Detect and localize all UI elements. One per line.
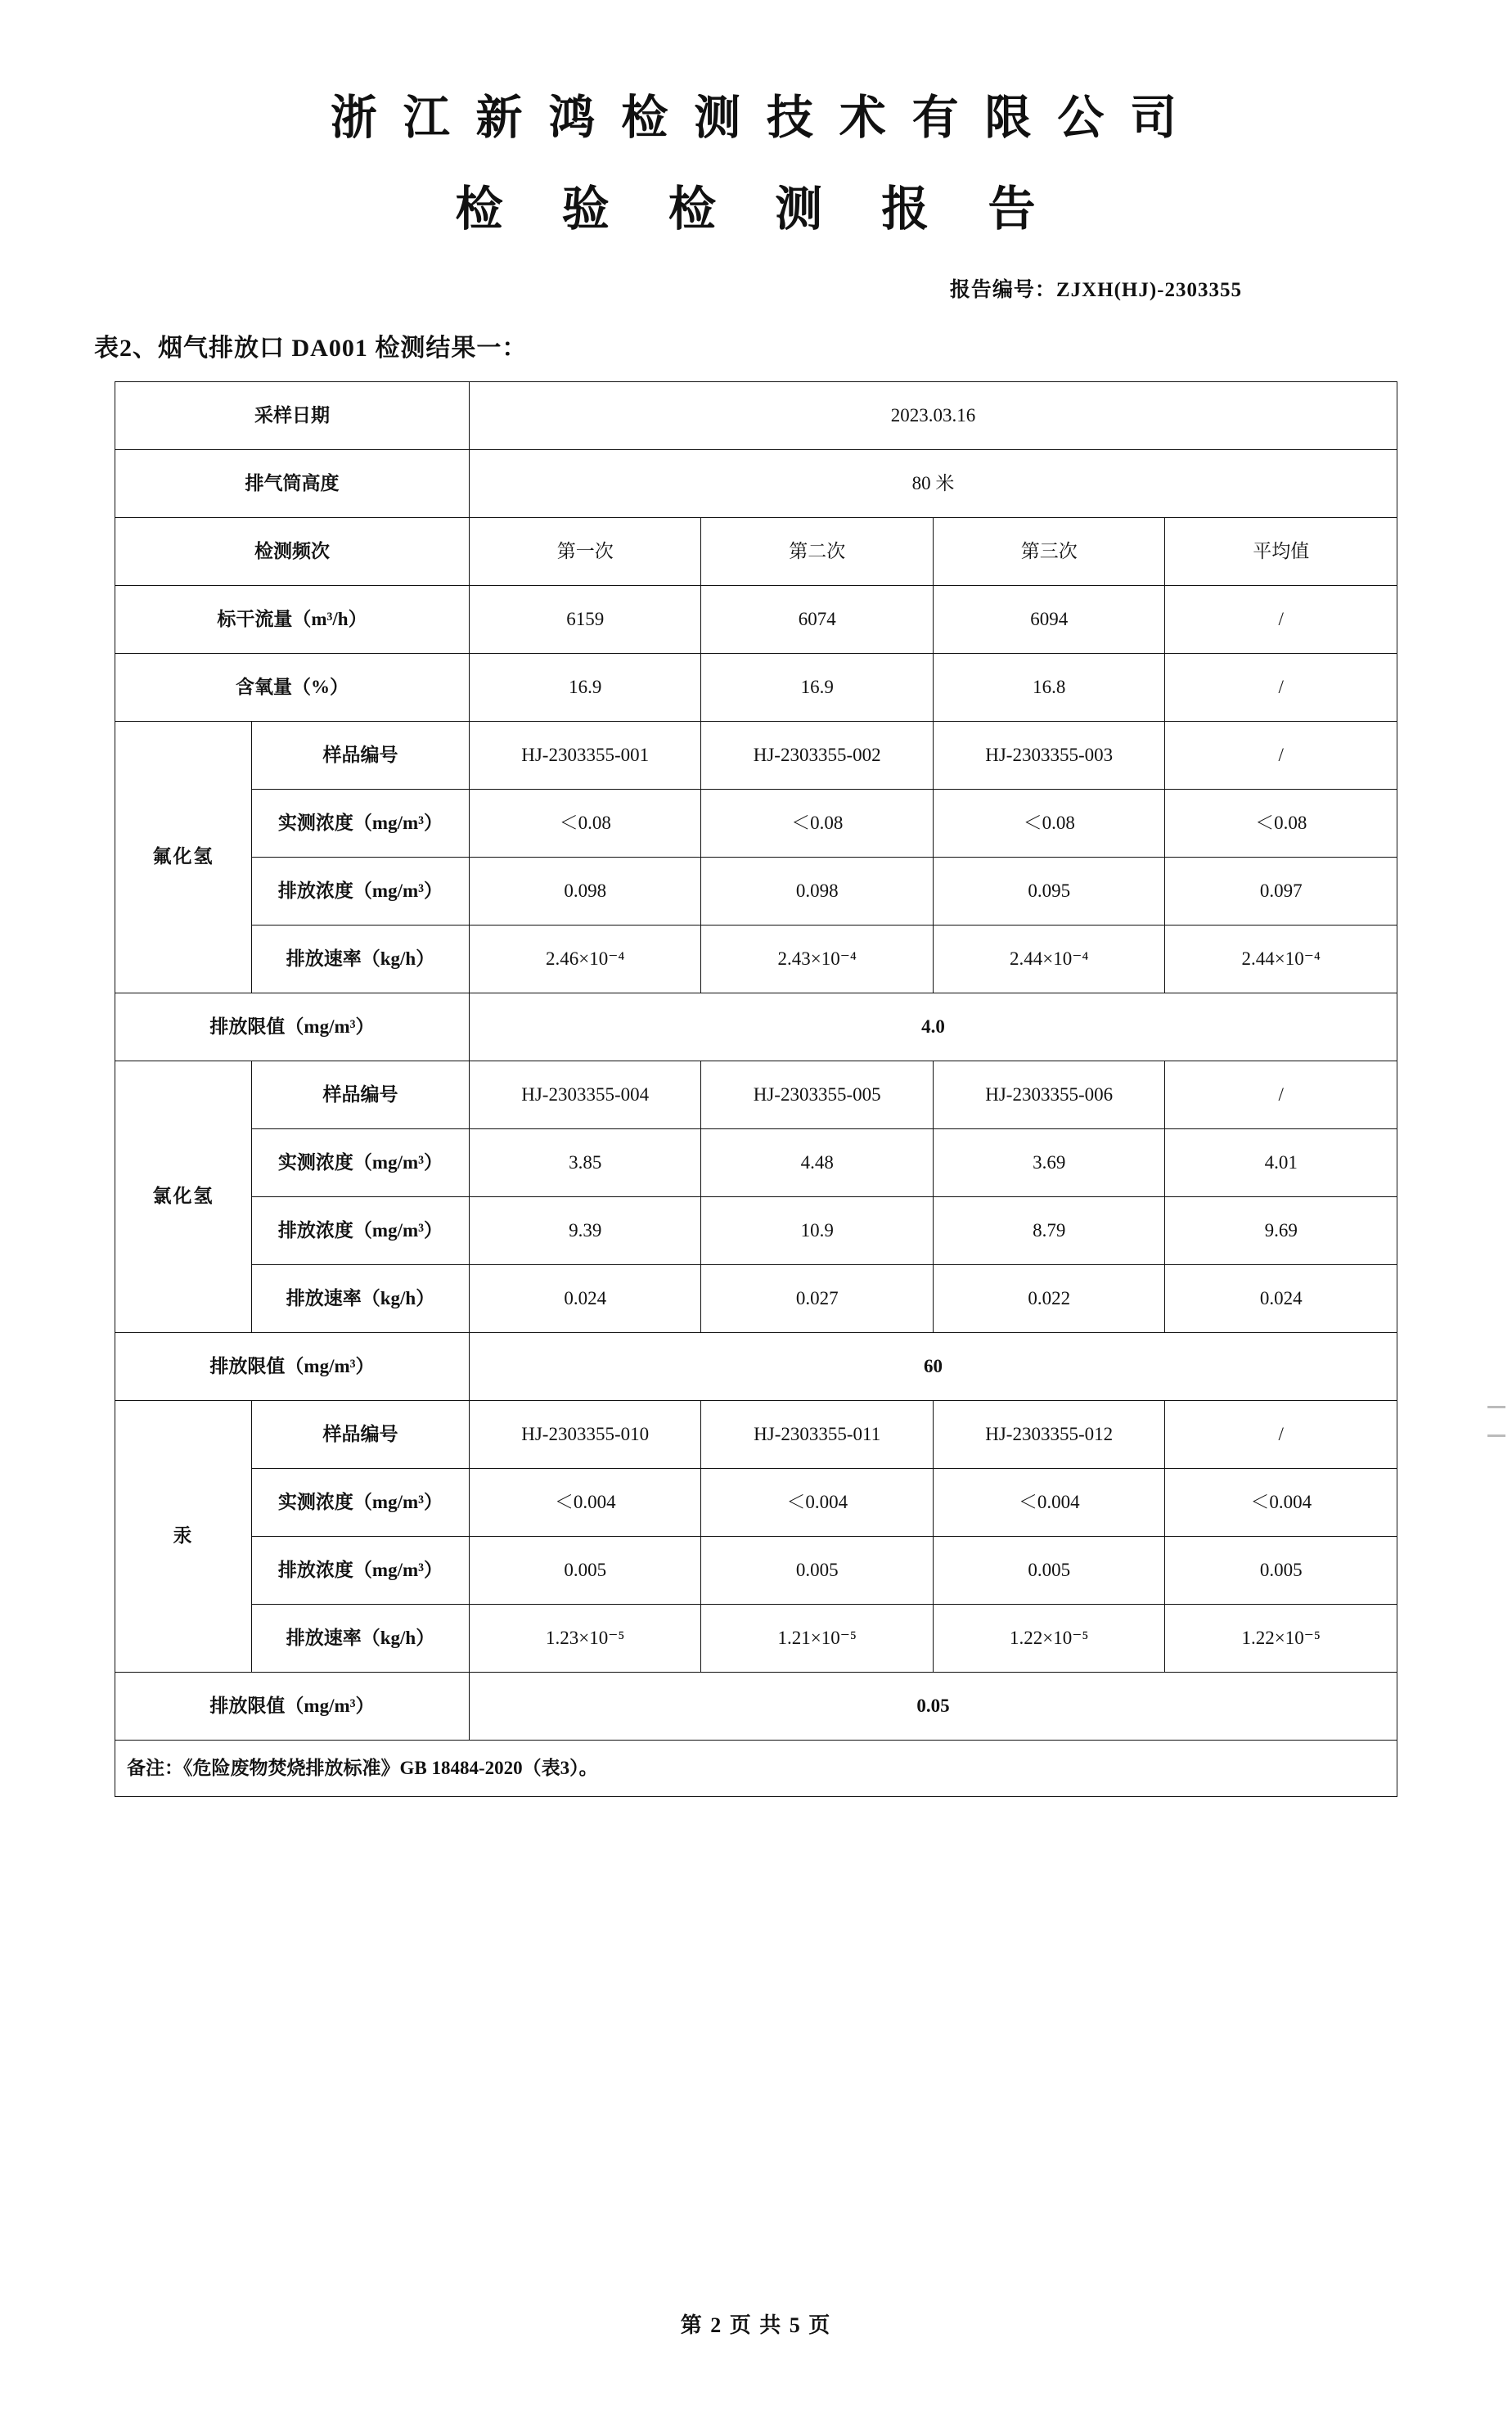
table-row	[115, 1265, 1397, 1333]
table-row	[115, 1401, 1397, 1469]
table-row	[115, 926, 1397, 993]
table-row	[115, 858, 1397, 926]
group-1-item-3-value-3: 0.022	[933, 1265, 1165, 1333]
group-0-item-1-value-2: ＜0.08	[701, 790, 934, 858]
group-1-item-0-value-2: HJ-2303355-005	[701, 1061, 934, 1129]
group-2-item-0-label: 样品编号	[252, 1401, 470, 1469]
group-2-limit-label: 排放限值（mg/m³）	[115, 1673, 470, 1741]
group-1-item-1-value-avg: 4.01	[1165, 1129, 1397, 1197]
table-row	[115, 1537, 1397, 1605]
group-2-item-1-label: 实测浓度（mg/m³）	[252, 1469, 470, 1537]
group-1-item-1-label: 实测浓度（mg/m³）	[252, 1129, 470, 1197]
results-table	[115, 381, 1397, 1797]
table-row	[115, 1605, 1397, 1673]
table-row	[115, 518, 1397, 586]
frequency-value-1: 第一次	[469, 518, 701, 586]
group-2-item-1-value-1: ＜0.004	[469, 1469, 701, 1537]
group-0-limit-value: 4.0	[469, 993, 1397, 1061]
table-row	[115, 1673, 1397, 1741]
group-0-item-3-value-avg: 2.44×10⁻⁴	[1165, 926, 1397, 993]
document-page	[0, 80, 1512, 2414]
group-1-item-1-value-1: 3.85	[469, 1129, 701, 1197]
sample-date-label: 采样日期	[115, 382, 470, 450]
group-1-item-0-label: 样品编号	[252, 1061, 470, 1129]
table-row	[115, 993, 1397, 1061]
group-0-item-3-value-2: 2.43×10⁻⁴	[701, 926, 934, 993]
frequency-value-2: 第二次	[701, 518, 934, 586]
group-1-item-3-value-1: 0.024	[469, 1265, 701, 1333]
group-1-item-3-label: 排放速率（kg/h）	[252, 1265, 470, 1333]
group-0-item-2-label: 排放浓度（mg/m³）	[252, 858, 470, 926]
group-1-item-2-value-1: 9.39	[469, 1197, 701, 1265]
group-1-item-0-value-1: HJ-2303355-004	[469, 1061, 701, 1129]
stack-height-value: 80 米	[469, 450, 1397, 518]
table-row	[115, 654, 1397, 722]
group-1-limit-value: 60	[469, 1333, 1397, 1401]
group-1-item-3-value-2: 0.027	[701, 1265, 934, 1333]
group-2-item-2-value-2: 0.005	[701, 1537, 934, 1605]
oxygen-value-avg: /	[1165, 654, 1397, 722]
group-2-item-0-value-avg: /	[1165, 1401, 1397, 1469]
group-0-item-2-value-2: 0.098	[701, 858, 934, 926]
oxygen-label: 含氧量（%）	[115, 654, 470, 722]
table-row	[115, 722, 1397, 790]
table-note: 备注：《危险废物焚烧排放标准》GB 18484-2020（表3）。	[115, 1741, 1397, 1797]
flow-value-1: 6159	[469, 586, 701, 654]
frequency-label: 检测频次	[115, 518, 470, 586]
oxygen-value-3: 16.8	[933, 654, 1165, 722]
section-title: 表2、烟气排放口 DA001 检测结果一：	[94, 335, 528, 362]
group-1-item-2-value-3: 8.79	[933, 1197, 1165, 1265]
group-1-item-1-value-3: 3.69	[933, 1129, 1165, 1197]
table-row	[115, 1061, 1397, 1129]
group-0-item-1-value-3: ＜0.08	[933, 790, 1165, 858]
group-1-item-2-value-2: 10.9	[701, 1197, 934, 1265]
table-row	[115, 1197, 1397, 1265]
group-1-item-3-value-avg: 0.024	[1165, 1265, 1397, 1333]
table-row	[115, 382, 1397, 450]
group-0-item-3-value-1: 2.46×10⁻⁴	[469, 926, 701, 993]
group-2-item-3-label: 排放速率（kg/h）	[252, 1605, 470, 1673]
group-0-item-1-label: 实测浓度（mg/m³）	[252, 790, 470, 858]
flow-value-3: 6094	[933, 586, 1165, 654]
scan-artifact	[1487, 1406, 1505, 1408]
group-2-item-0-value-2: HJ-2303355-011	[701, 1401, 934, 1469]
group-2-item-3-value-3: 1.22×10⁻⁵	[933, 1605, 1165, 1673]
group-0-item-3-label: 排放速率（kg/h）	[252, 926, 470, 993]
page-footer: 第 2 页 共 5 页	[680, 2313, 832, 2337]
sample-date-value: 2023.03.16	[469, 382, 1397, 450]
frequency-value-3: 第三次	[933, 518, 1165, 586]
report-title: 检 验 检 测 报 告	[455, 181, 1057, 236]
table-row	[115, 1333, 1397, 1401]
oxygen-value-1: 16.9	[469, 654, 701, 722]
group-2-item-2-value-3: 0.005	[933, 1537, 1165, 1605]
group-0-limit-label: 排放限值（mg/m³）	[115, 993, 470, 1061]
group-1-item-2-value-avg: 9.69	[1165, 1197, 1397, 1265]
group-0-item-1-value-1: ＜0.08	[469, 790, 701, 858]
company-title: 浙 江 新 鸿 检 测 技 术 有 限 公 司	[330, 90, 1182, 145]
group-2-item-1-value-avg: ＜0.004	[1165, 1469, 1397, 1537]
results-table-wrapper	[115, 381, 1397, 1797]
group-2-item-3-value-1: 1.23×10⁻⁵	[469, 1605, 701, 1673]
group-2-item-1-value-3: ＜0.004	[933, 1469, 1165, 1537]
group-1-item-1-value-2: 4.48	[701, 1129, 934, 1197]
group-name-2: 汞	[115, 1401, 252, 1673]
group-2-item-3-value-avg: 1.22×10⁻⁵	[1165, 1605, 1397, 1673]
group-0-item-0-value-1: HJ-2303355-001	[469, 722, 701, 790]
group-2-limit-value: 0.05	[469, 1673, 1397, 1741]
group-1-item-0-value-3: HJ-2303355-006	[933, 1061, 1165, 1129]
group-1-item-2-label: 排放浓度（mg/m³）	[252, 1197, 470, 1265]
group-2-item-2-value-1: 0.005	[469, 1537, 701, 1605]
group-2-item-1-value-2: ＜0.004	[701, 1469, 934, 1537]
table-row	[115, 1129, 1397, 1197]
group-2-item-0-value-3: HJ-2303355-012	[933, 1401, 1165, 1469]
frequency-value-avg: 平均值	[1165, 518, 1397, 586]
group-2-item-3-value-2: 1.21×10⁻⁵	[701, 1605, 934, 1673]
group-name-0: 氟化氢	[115, 722, 252, 993]
group-1-item-0-value-avg: /	[1165, 1061, 1397, 1129]
table-row	[115, 790, 1397, 858]
group-name-1: 氯化氢	[115, 1061, 252, 1333]
oxygen-value-2: 16.9	[701, 654, 934, 722]
group-0-item-1-value-avg: ＜0.08	[1165, 790, 1397, 858]
group-0-item-2-value-avg: 0.097	[1165, 858, 1397, 926]
report-number: 报告编号：ZJXH(HJ)-2303355	[949, 279, 1242, 301]
group-2-item-2-value-avg: 0.005	[1165, 1537, 1397, 1605]
flow-value-avg: /	[1165, 586, 1397, 654]
group-0-item-2-value-1: 0.098	[469, 858, 701, 926]
table-row	[115, 1469, 1397, 1537]
group-0-item-0-value-2: HJ-2303355-002	[701, 722, 934, 790]
flow-label: 标干流量（m³/h）	[115, 586, 470, 654]
group-0-item-3-value-3: 2.44×10⁻⁴	[933, 926, 1165, 993]
table-row	[115, 586, 1397, 654]
flow-value-2: 6074	[701, 586, 934, 654]
table-row	[115, 1741, 1397, 1797]
group-0-item-0-label: 样品编号	[252, 722, 470, 790]
group-0-item-0-value-3: HJ-2303355-003	[933, 722, 1165, 790]
group-2-item-0-value-1: HJ-2303355-010	[469, 1401, 701, 1469]
group-0-item-2-value-3: 0.095	[933, 858, 1165, 926]
scan-artifact	[1487, 1434, 1505, 1437]
group-2-item-2-label: 排放浓度（mg/m³）	[252, 1537, 470, 1605]
stack-height-label: 排气筒高度	[115, 450, 470, 518]
group-1-limit-label: 排放限值（mg/m³）	[115, 1333, 470, 1401]
group-0-item-0-value-avg: /	[1165, 722, 1397, 790]
table-row	[115, 450, 1397, 518]
